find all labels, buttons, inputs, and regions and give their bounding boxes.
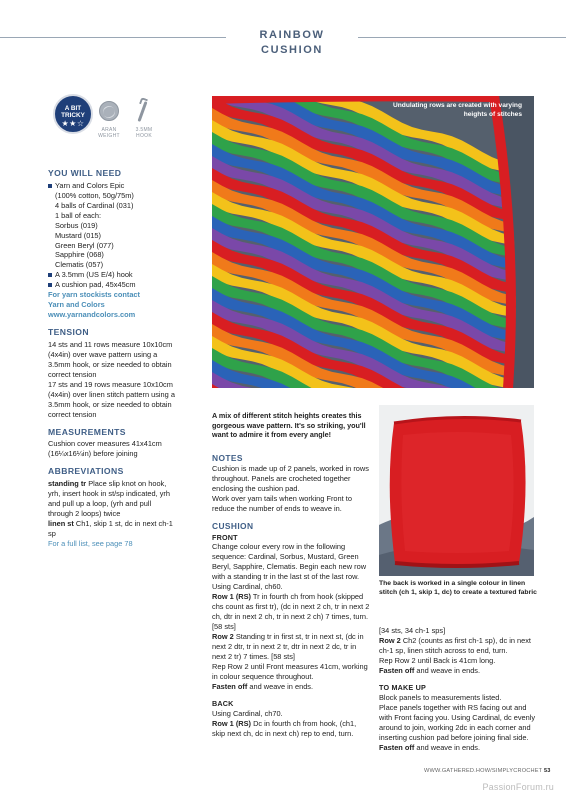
- notes-heading: NOTES: [212, 453, 243, 463]
- colour-list-item: Green Beryl (077): [55, 240, 114, 250]
- front-heading: FRONT: [212, 532, 238, 542]
- stockists-brand: Yarn and Colors: [48, 300, 105, 310]
- stockists-url[interactable]: www.yarnandcolors.com: [48, 310, 136, 320]
- measurements-section: [48, 427, 176, 460]
- make-up-text-2: Place panels together with RS facing out and with Front facing you. Using Cardinal, dc evenly around to join, working 2dc in each corner and inserting cushion pad before joining final side.: [379, 702, 536, 742]
- page-footer: [424, 768, 551, 776]
- front-row-2: Row 2 Standing tr in first st, tr in next st, (dc in next 2 dtr, tr in next 2 tr, dtr in next 2 dc, tr in next 2 tr) 7 times. [58 sts]: [212, 632, 364, 662]
- photo-caption-back: The back is worked in a single colour in linen stitch (ch 1, skip 1, dc) to create a textured fabric: [379, 580, 537, 596]
- instructions-column-1: [212, 453, 370, 739]
- front-intro: Change colour every row in the following sequence: Cardinal, Sorbus, Mustard, Green Beryl, Sapphire, Clematis. Begin each new row with a standing tr in the last st of the last row.: [212, 542, 367, 582]
- tension-heading: TENSION: [48, 327, 89, 338]
- hook-size-label: 3.5MM HOOK: [135, 127, 153, 139]
- front-repeat: Rep Row 2 until Front measures 41cm, working in colour sequence throughout.: [212, 662, 368, 682]
- you-will-need-heading: YOU WILL NEED: [48, 168, 122, 178]
- make-up-fasten-off: Fasten off and weave in ends.: [379, 742, 481, 752]
- rainbow-crochet-image: [212, 96, 534, 388]
- difficulty-stars: ★★☆: [61, 119, 85, 128]
- back-repeat: Rep Row 2 until Back is 41cm long.: [379, 655, 496, 665]
- back-panel-photo: [379, 405, 534, 576]
- abbreviation-standing-tr: standing tr Place slip knot on hook, yrh, insert hook in st/sp indicated, yrh and pull up a loop, (yrh and pull through 2 loops) twice: [48, 479, 171, 518]
- stockists-text: For yarn stockists contact: [48, 290, 141, 300]
- abbreviation-linen-st: linen st Ch1, skip 1 st, dc in next ch-1 sp: [48, 518, 173, 538]
- tension-text-linen: 17 sts and 19 rows measure 10x10cm (4x4in) over linen stitch pattern using a 3.5mm hook, or size needed to obtain correct tension: [48, 379, 175, 419]
- sidebar: [48, 168, 176, 556]
- notes-text-2: Work over yarn tails when working Front to reduce the number of ends to weave in.: [212, 494, 352, 514]
- measurements-text: Cushion cover measures 41x41cm (16¼x16¼in) before joining: [48, 439, 162, 459]
- red-cushion-image: [379, 405, 534, 576]
- crochet-hook-icon: [140, 98, 145, 122]
- abbreviations-heading: ABBREVIATIONS: [48, 466, 124, 477]
- back-row-2: Row 2 Ch2 (counts as first ch-1 sp), dc in next ch-1 sp, linen stitch across to end, turn.: [379, 635, 531, 655]
- page-number: 53: [543, 768, 551, 774]
- back-row-1-count: [34 sts, 34 ch-1 sps]: [379, 626, 446, 635]
- back-row-1: Row 1 (RS) Dc in fourth ch from hook, (ch1, skip next ch, dc in next ch) rep to end, turn.: [212, 718, 357, 738]
- header-rule-left: [0, 37, 226, 38]
- yarn-weight-label: ARAN WEIGHT: [98, 127, 120, 139]
- colour-list-item: Sorbus (019): [55, 220, 98, 230]
- hook-item: A 3.5mm (US E/4) hook: [48, 270, 176, 280]
- measurements-heading: MEASUREMENTS: [48, 426, 126, 437]
- to-make-up-heading: TO MAKE UP: [379, 682, 426, 692]
- front-using: Using Cardinal, ch60.: [212, 582, 283, 592]
- full-list-link[interactable]: For a full list, see page 78: [48, 538, 133, 548]
- header-rule-right: [358, 37, 566, 38]
- back-heading: BACK: [212, 699, 234, 709]
- cushion-heading: CUSHION: [212, 521, 254, 532]
- front-panel-photo: [212, 96, 534, 388]
- pad-item: A cushion pad, 45x45cm: [48, 280, 176, 290]
- page-title: RAINBOW CUSHION: [259, 29, 325, 56]
- colour-list-item: Clematis (057): [55, 260, 104, 270]
- tension-section: [48, 327, 176, 419]
- colour-list-item: Mustard (015): [55, 230, 102, 240]
- yarn-ball-icon: [99, 101, 119, 121]
- difficulty-badge: [53, 94, 93, 134]
- watermark: PassionForum.ru: [482, 782, 554, 792]
- you-will-need-section: [48, 168, 176, 320]
- back-using: Using Cardinal, ch70.: [212, 708, 283, 718]
- back-fasten-off: Fasten off and weave in ends.: [379, 665, 481, 675]
- colour-list-item: Sapphire (068): [55, 250, 104, 260]
- footer-url: WWW.GATHERED.HOW/SIMPLYCROCHET: [424, 768, 543, 774]
- lead-paragraph: A mix of different stitch heights creates this gorgeous wave pattern. It's so striking, you'll want to admire it from every angle!: [212, 411, 366, 440]
- difficulty-label: A BIT TRICKY: [61, 105, 85, 119]
- photo-caption-stitches: Undulating rows are created with varying heights of stitches: [393, 102, 522, 118]
- abbreviations-section: [48, 466, 176, 548]
- make-up-text-1: Block panels to measurements listed.: [379, 692, 502, 702]
- front-row-1: Row 1 (RS) Tr in fourth ch from hook (skipped chs count as first tr), (dc in next 2 ch, tr in next 2 ch, dtr in next 2 ch, tr in next 2 ch) 7 times, turn. [58 sts]: [212, 592, 370, 632]
- notes-text-1: Cushion is made up of 2 panels, worked in rows throughout. Panels are crocheted together enclosing the cushion pad.: [212, 464, 369, 494]
- yarn-item: Yarn and Colors Epic (100% cotton, 50g/75m) 4 balls of Cardinal (031) 1 ball of each: Sorbus (019) Mustard (015) Green Beryl (077) Sapphire (068) Clematis (057): [48, 181, 176, 271]
- instructions-column-2: [379, 626, 537, 753]
- tension-text-wave: 14 sts and 11 rows measure 10x10cm (4x4in) over wave pattern using a 3.5mm hook, or size needed to obtain correct tension: [48, 339, 173, 379]
- front-fasten-off: Fasten off and weave in ends.: [212, 682, 314, 692]
